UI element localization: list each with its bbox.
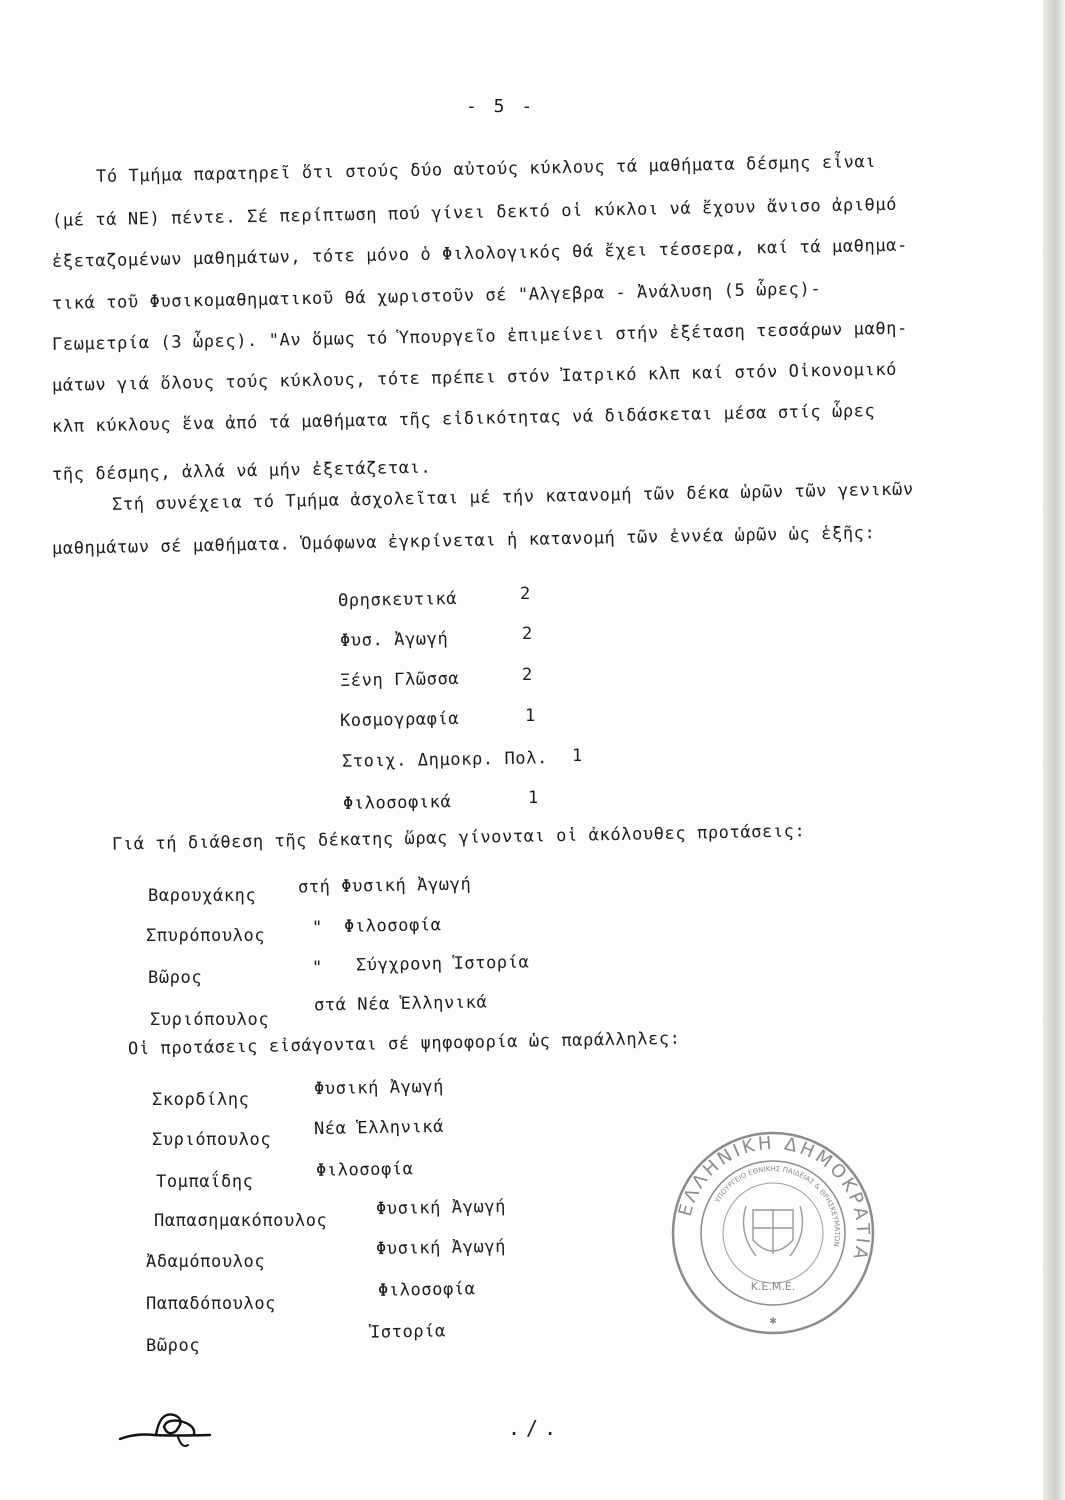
voter-name: Παπαδόπουλος: [146, 1294, 277, 1314]
coat-of-arms-icon: [744, 1206, 803, 1256]
proposer-name: Συριόπουλος: [150, 1010, 270, 1030]
vote-subject: Φυσική Ἀγωγή: [375, 1196, 507, 1220]
page-number: - 5 -: [466, 96, 536, 117]
allocation-subject: Φυσ. Ἀγωγή: [339, 629, 449, 651]
voter-name: Παπασημακόπουλος: [154, 1211, 328, 1231]
stamp-inner-text: ΥΠΟΥΡΓΕΙΟ ΕΘΝΙΚΗΣ ΠΑΙΔΕΙΑΣ & ΘΡΗΣΚΕΥΜΑΤΩΝ: [713, 1164, 842, 1248]
voter-name: Ἀδαμόπουλος: [146, 1252, 266, 1272]
stamp-abbreviation: Κ.Ε.Μ.Ε.: [750, 1280, 796, 1293]
allocation-hours: 2: [522, 624, 533, 644]
official-stamp: [668, 1128, 878, 1338]
allocation-hours: 1: [572, 746, 583, 766]
voter-name: Σκορδίλης: [152, 1090, 250, 1110]
paragraph-line: Τό Τμήμα παρατηρεῖ ὅτι στούς δύο αὐτούς κύκλους τά μαθήματα δέσμης εἶναι: [95, 151, 877, 187]
star-icon: ✱: [769, 1313, 777, 1327]
paragraph-line: μάτων γιά ὅλους τούς κύκλους, τότε πρέπει στόν Ἰατρικό κλπ καί στόν Οἰκονομικό: [51, 359, 898, 396]
voter-name: Βῶρος: [146, 1336, 201, 1356]
paragraph-line: τῆς δέσμης, ἀλλά νά μήν ἐξετάζεται.: [51, 457, 432, 485]
proposer-name: Βαρουχάκης: [148, 886, 257, 906]
handwritten-signature: [116, 1405, 216, 1455]
paragraph-line: μαθημάτων σέ μαθήματα. Ὁμόφωνα ἐγκρίνεται ἡ κατανομή τῶν ἐννέα ὡρῶν ὡς ἑξῆς:: [51, 523, 876, 559]
allocation-subject: Ξένη Γλῶσσα: [339, 668, 460, 692]
paragraph-line: Στή συνέχεια τό Τμήμα ἀσχολεῖται μέ τήν κατανομή τῶν δέκα ὡρῶν τῶν γενικῶν: [111, 479, 914, 515]
vote-subject: Φυσική Ἀγωγή: [313, 1076, 445, 1100]
proposal-subject: στά Νέα Ἑλληνικά: [313, 992, 488, 1016]
vote-subject: Φυσική Ἀγωγή: [375, 1236, 507, 1260]
paragraph-line: (μέ τά ΝΕ) πέντε. Σέ περίπτωση πού γίνει δεκτό οἱ κύκλοι νά ἔχουν ἄνισο ἀριθμό: [51, 194, 898, 231]
voter-name: Συριόπουλος: [152, 1130, 272, 1150]
continuation-mark: ./.: [508, 1416, 563, 1440]
proposer-name: Βῶρος: [148, 968, 203, 988]
allocation-subject: Στοιχ. Δημοκρ. Πολ.: [341, 748, 549, 772]
paragraph-line: κλπ κύκλους ἕνα ἀπό τά μαθήματα τῆς εἰδικότητας νά διδάσκεται μέσα στίς ὧρες: [51, 401, 876, 437]
proposer-name: Σπυρόπουλος: [146, 926, 266, 946]
ditto-mark: ": [312, 958, 323, 978]
allocation-subject: Θρησκευτικά: [337, 588, 458, 612]
voter-name: Τομπαΐδης: [156, 1172, 254, 1192]
scan-page-edge: [1043, 0, 1065, 1500]
paragraph-line: τικά τοῦ Φυσικομαθηματικοῦ θά χωριστοῦν σέ "Αλγεβρα - Ἀνάλυση (5 ὧρες)-: [51, 279, 822, 314]
allocation-hours: 2: [520, 584, 531, 604]
allocation-hours: 1: [528, 788, 539, 808]
allocation-hours: 1: [525, 706, 536, 726]
proposal-subject: Φιλοσοφία: [343, 915, 442, 937]
paragraph-line: Γεωμετρία (3 ὧρες). "Αν ὅμως τό Ὑπουργεῖο ἐπιμείνει στήν ἐξέταση τεσσάρων μαθη-: [51, 318, 909, 355]
vote-subject: Φιλοσοφία: [377, 1279, 476, 1301]
allocation-subject: Κοσμογραφία: [339, 708, 460, 732]
ditto-mark: ": [312, 918, 323, 938]
allocation-hours: 2: [522, 665, 533, 685]
allocation-subject: Φιλοσοφικά: [342, 792, 452, 814]
paragraph-line: ἐξεταζομένων μαθημάτων, τότε μόνο ὁ Φιλολογικός θά ἔχει τέσσερα, καί τά μαθημα-: [51, 235, 909, 272]
stamp-outer-text: ΕΛΛΗΝΙΚΗ ΔΗΜΟΚΡΑΤΙΑ: [674, 1132, 874, 1265]
proposal-subject: Σύγχρονη Ἱστορία: [355, 952, 530, 976]
vote-subject: Φιλοσοφία: [315, 1159, 414, 1181]
vote-intro: Οἱ προτάσεις εἰσάγονται σέ ψηφοφορία ὡς παράλληλες:: [127, 1028, 681, 1060]
vote-subject: Ἱστορία: [369, 1321, 447, 1343]
proposal-subject: στή Φυσική Ἀγωγή: [297, 874, 472, 898]
vote-subject: Νέα Ἑλληνικά: [313, 1116, 445, 1140]
tenth-hour-intro: Γιά τή διάθεση τῆς δέκατης ὥρας γίνονται οἱ ἀκόλουθες προτάσεις:: [111, 821, 806, 855]
